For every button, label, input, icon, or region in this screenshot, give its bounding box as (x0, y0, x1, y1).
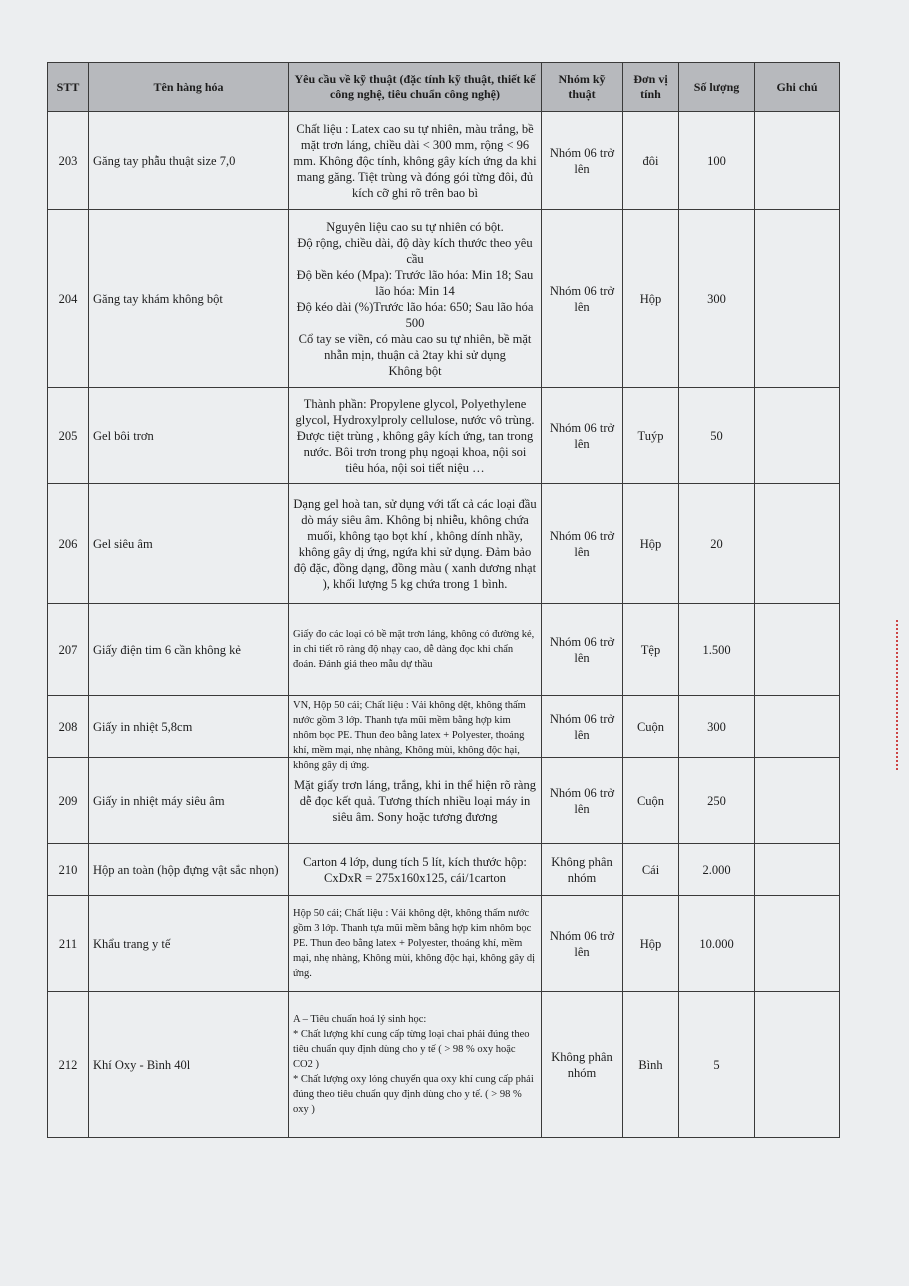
cell-stt: 209 (48, 758, 89, 844)
cell-quantity: 2.000 (679, 844, 755, 896)
cell-name: Găng tay khám không bột (89, 210, 289, 388)
cell-unit: Tuýp (623, 388, 679, 484)
cell-requirements: Dạng gel hoà tan, sử dụng với tất cả các loại đầu dò máy siêu âm. Không bị nhiễu, không chứa muối, không tạo bọt khí , không dính nhầy, không gây dị ứng, ngứa khi sử dụng. Đảm bảo độ đặc, đồng dạng, đồng màu ( xanh dương nhạt ), khối lượng 5 kg chứa trong 1 bình. (289, 484, 542, 604)
cell-group: Không phân nhóm (542, 992, 623, 1138)
cell-name: Gel siêu âm (89, 484, 289, 604)
cell-group: Nhóm 06 trở lên (542, 896, 623, 992)
cell-note (755, 696, 840, 758)
cell-stt: 211 (48, 896, 89, 992)
cell-requirements: Carton 4 lớp, dung tích 5 lít, kích thước hộp: CxDxR = 275x160x125, cái/1carton (289, 844, 542, 896)
header-quantity: Số lượng (679, 63, 755, 112)
table-row (48, 210, 840, 388)
header-group: Nhóm kỹ thuật (542, 63, 623, 112)
cell-stt: 205 (48, 388, 89, 484)
cell-quantity: 100 (679, 112, 755, 210)
cell-requirements: Hộp 50 cái; Chất liệu : Vải không dệt, không thấm nước gồm 3 lớp. Thanh tựa mũi mềm bằng hợp kim nhôm bọc PE. Thun đeo bằng latex + Polyester, thoáng khí, mềm mại, nhẹ nhàng, Không mùi, không độc hại, không gây dị ứng. (289, 896, 542, 992)
cell-group: Nhóm 06 trở lên (542, 484, 623, 604)
cell-group: Nhóm 06 trở lên (542, 210, 623, 388)
cell-name: Giấy in nhiệt máy siêu âm (89, 758, 289, 844)
cell-group: Nhóm 06 trở lên (542, 112, 623, 210)
cell-quantity: 250 (679, 758, 755, 844)
cell-requirements: Chất liệu : Latex cao su tự nhiên, màu trắng, bề mặt trơn láng, chiều dài < 300 mm, rộng < 96 mm. Không độc tính, không gây kích ứng da khi mang găng. Tiệt trùng và đóng gói từng đôi, đủ kích cỡ ghi rõ trên bao bì (289, 112, 542, 210)
cell-stt: 208 (48, 696, 89, 758)
cell-stt: 204 (48, 210, 89, 388)
cell-group: Nhóm 06 trở lên (542, 696, 623, 758)
table-row (48, 388, 840, 484)
cell-note (755, 484, 840, 604)
cell-quantity: 5 (679, 992, 755, 1138)
requirements-text: VN, Hộp 50 cái; Chất liệu : Vải không dệt, không thấm nước gồm 3 lớp. Thanh tựa mũi mềm bằng hợp kim nhôm bọc PE. Thun đeo bằng latex + Polyester, thoáng khí, mềm mại, nhẹ nhàng, Không mùi, không độc hại, không gây dị ứng. (293, 699, 526, 771)
cell-group: Nhóm 06 trở lên (542, 758, 623, 844)
header-stt: STT (48, 63, 89, 112)
header-row (48, 63, 840, 112)
cell-requirements: A – Tiêu chuẩn hoá lý sinh học: * Chất lượng khí cung cấp từng loại chai phải đúng theo tiêu chuẩn quy định dùng cho y tế ( > 98 % oxy hoặc CO2 ) * Chất lượng oxy lỏng chuyển qua oxy khí cung cấp phải đúng theo tiêu chuẩn quy định dùng cho y tế. ( > 98 % oxy ) (289, 992, 542, 1138)
cell-note (755, 210, 840, 388)
cell-requirements: Thành phần: Propylene glycol, Polyethylene glycol, Hydroxylproly cellulose, nước vô trùng. Được tiệt trùng , không gây kích ứng, tan trong nước. Bôi trơn trong phụ ngoại khoa, nội soi tiêu hóa, nội soi tiết niệu … (289, 388, 542, 484)
cell-requirements: Nguyên liệu cao su tự nhiên có bột. Độ rộng, chiều dài, độ dày kích thước theo yêu cầu Độ bền kéo (Mpa): Trước lão hóa: Min 18; Sau lão hóa: Min 14 Độ kéo dài (%)Trước lão hóa: 650; Sau lão hóa 500 Cổ tay se viền, có màu cao su tự nhiên, bề mặt nhẵn mịn, thuận cả 2tay khi sử dụng Không bột (289, 210, 542, 388)
cell-note (755, 896, 840, 992)
cell-requirements: Mặt giấy trơn láng, trắng, khi in thể hiện rõ ràng dễ đọc kết quả. Tương thích nhiều loại máy in siêu âm. Sony hoặc tương đương (289, 758, 542, 844)
cell-unit: Tệp (623, 604, 679, 696)
cell-group: Nhóm 06 trở lên (542, 388, 623, 484)
cell-quantity: 10.000 (679, 896, 755, 992)
cell-name: Giấy in nhiệt 5,8cm (89, 696, 289, 758)
cell-requirements: Giấy đo các loại có bề mặt trơn láng, không có đường kẻ, in chi tiết rõ ràng độ nhạy cao, dễ dàng đọc khi chẩn đoán. Đánh giá theo mẫu dự thầu (289, 604, 542, 696)
cell-stt: 203 (48, 112, 89, 210)
cell-unit: Cuộn (623, 696, 679, 758)
cell-unit: Hộp (623, 210, 679, 388)
table-row (48, 758, 840, 844)
table-row (48, 896, 840, 992)
cell-note (755, 604, 840, 696)
table-row (48, 844, 840, 896)
header-name: Tên hàng hóa (89, 63, 289, 112)
cell-quantity: 1.500 (679, 604, 755, 696)
cell-unit: đôi (623, 112, 679, 210)
scan-artifact-edge (896, 620, 904, 770)
table-row (48, 992, 840, 1138)
cell-unit: Cuộn (623, 758, 679, 844)
table-row (48, 484, 840, 604)
cell-note (755, 992, 840, 1138)
cell-quantity: 300 (679, 210, 755, 388)
cell-unit: Bình (623, 992, 679, 1138)
cell-name: Giấy điện tim 6 cần không kẻ (89, 604, 289, 696)
cell-unit: Hộp (623, 484, 679, 604)
cell-unit: Hộp (623, 896, 679, 992)
table-row (48, 112, 840, 210)
cell-name: Khí Oxy - Bình 40l (89, 992, 289, 1138)
table-row (48, 696, 840, 758)
cell-unit: Cái (623, 844, 679, 896)
table-row (48, 604, 840, 696)
cell-group: Không phân nhóm (542, 844, 623, 896)
cell-quantity: 50 (679, 388, 755, 484)
cell-quantity: 20 (679, 484, 755, 604)
header-note: Ghi chú (755, 63, 840, 112)
cell-name: Khẩu trang y tế (89, 896, 289, 992)
goods-table (47, 62, 840, 1138)
cell-stt: 212 (48, 992, 89, 1138)
cell-name: Hộp an toàn (hộp đựng vật sắc nhọn) (89, 844, 289, 896)
cell-requirements (289, 696, 542, 771)
cell-stt: 210 (48, 844, 89, 896)
cell-note (755, 112, 840, 210)
cell-group: Nhóm 06 trở lên (542, 604, 623, 696)
cell-note (755, 758, 840, 844)
cell-stt: 207 (48, 604, 89, 696)
cell-stt: 206 (48, 484, 89, 604)
cell-note (755, 388, 840, 484)
cell-note (755, 844, 840, 896)
cell-quantity: 300 (679, 696, 755, 758)
header-requirements: Yêu cầu về kỹ thuật (đặc tính kỹ thuật, thiết kế công nghệ, tiêu chuẩn công nghệ) (289, 63, 542, 112)
cell-name: Gel bôi trơn (89, 388, 289, 484)
cell-name: Găng tay phẫu thuật size 7,0 (89, 112, 289, 210)
header-unit: Đơn vị tính (623, 63, 679, 112)
